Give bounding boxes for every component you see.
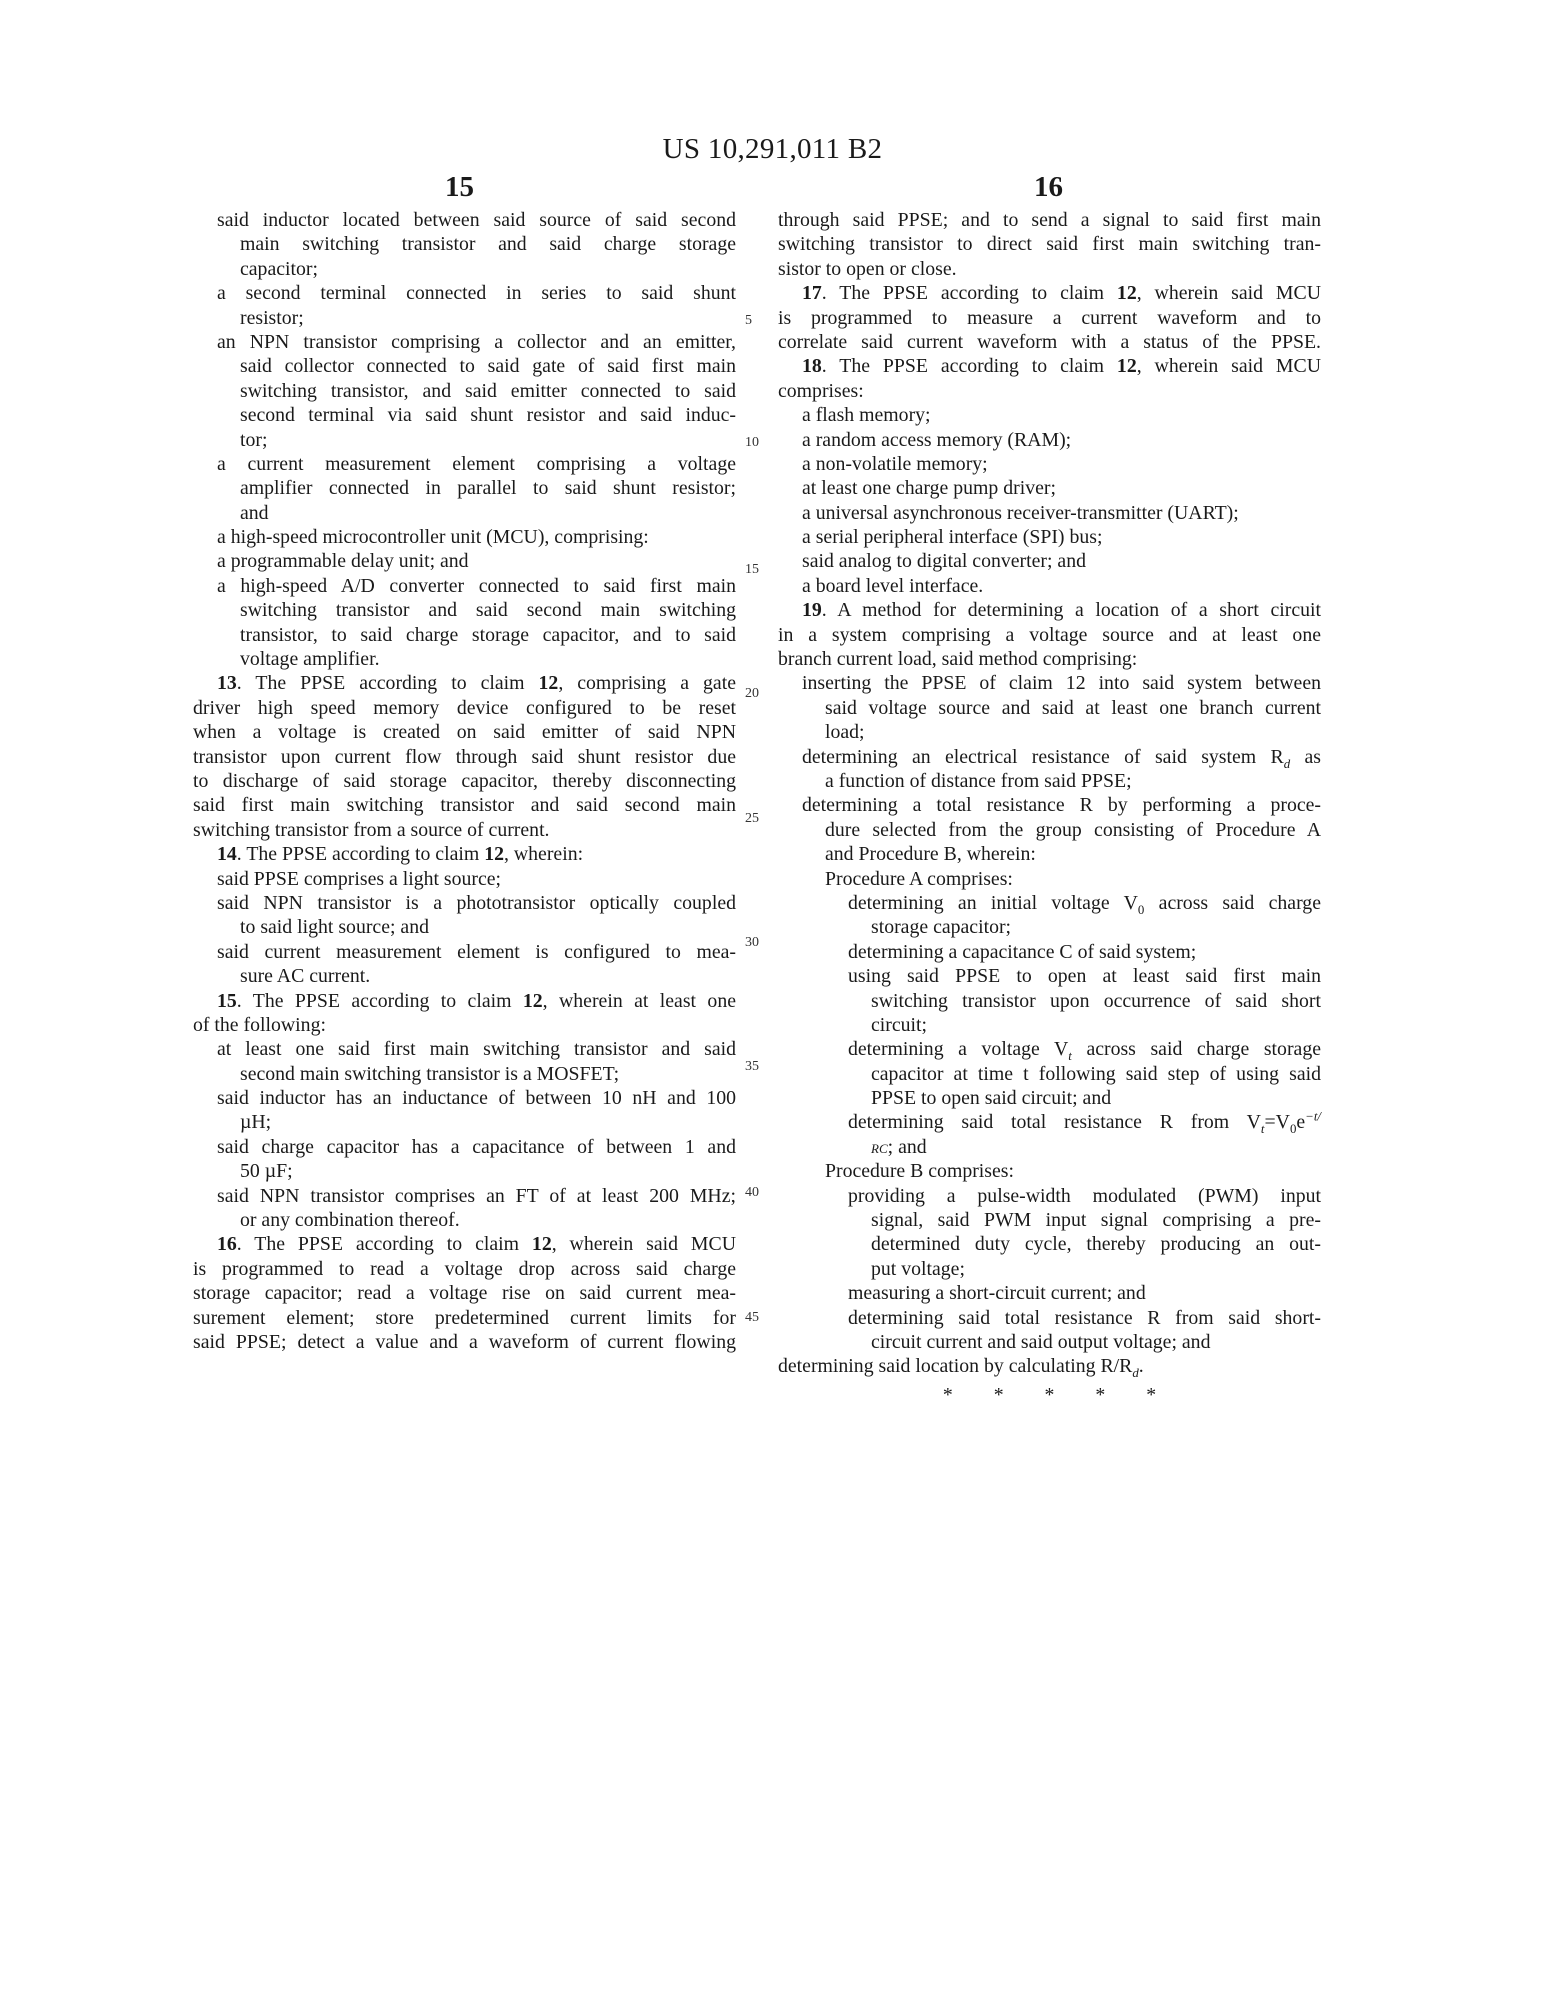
claim-reference: 12 (484, 843, 504, 866)
text-line: is programmed to read a voltage drop across said charge (193, 1257, 736, 1280)
claim-reference: 12 (538, 672, 559, 695)
claim-number: 19 (802, 599, 822, 622)
text-line: said current measurement element is configured to mea- (217, 940, 736, 963)
claim-reference: 12 (1116, 355, 1137, 378)
margin-line-number: 15 (745, 562, 759, 577)
text-span: , wherein said MCU (551, 1233, 736, 1256)
text-line: switching transistor from a source of current. (193, 818, 550, 841)
subscript: 0 (1289, 1122, 1297, 1137)
text-line: main switching transistor and said charge storage (240, 233, 736, 256)
text-span: across said charge storage (1071, 1038, 1321, 1061)
text-span: determining said total resistance R from V (848, 1111, 1261, 1134)
text-line: second main switching transistor is a MOSFET; (240, 1062, 620, 1085)
superscript: −t/ (1305, 1109, 1321, 1124)
text-line: determining said total resistance R from said short- (848, 1306, 1321, 1329)
text-line: said inductor has an inductance of between 10 nH and 100 (217, 1087, 736, 1110)
text-line: said NPN transistor is a phototransistor optically coupled (217, 891, 736, 914)
text-line (778, 891, 1321, 915)
text-line: said inductor located between said source of said second (217, 209, 736, 231)
superscript-continuation: RC (871, 1140, 888, 1156)
text-line: tor; (240, 428, 268, 451)
text-line: dure selected from the group consisting of Procedure A (825, 818, 1321, 841)
margin-line-number: 5 (745, 313, 752, 328)
text-line: a board level interface. (802, 574, 984, 597)
text-line: said PPSE; detect a value and a waveform of current flowing (193, 1330, 736, 1353)
text-line: through said PPSE; and to send a signal to said first main (778, 209, 1321, 231)
formula-line (778, 1135, 1321, 1159)
text-span: determining an initial voltage V (848, 891, 1138, 914)
text-line: amplifier connected in parallel to said shunt resistor; (240, 477, 736, 500)
text-line: of the following: (193, 1013, 326, 1036)
text-line: µH; (240, 1111, 272, 1134)
text-span: . The PPSE according to claim (236, 1233, 532, 1256)
text-span: , wherein said MCU (1136, 282, 1321, 305)
text-line: a non-volatile memory; (802, 452, 988, 475)
margin-line-number: 45 (745, 1310, 759, 1325)
text-span: determining said location by calculating R/R (778, 1355, 1133, 1378)
text-line: a serial peripheral interface (SPI) bus; (802, 526, 1103, 549)
claim-number: 16 (217, 1233, 237, 1256)
text-line: resistor; (240, 306, 304, 329)
text-line: when a voltage is created on said emitter of said NPN (193, 721, 736, 744)
claim-reference: 12 (1116, 282, 1137, 305)
claim-number: 18 (802, 355, 822, 378)
text-line: switching transistor to direct said first main switching tran- (778, 233, 1321, 256)
right-column-number: 16 (1034, 171, 1063, 203)
text-span: . A method for determining a location of a short circuit (821, 599, 1321, 622)
text-line: correlate said current waveform with a status of the PPSE. (778, 330, 1321, 353)
margin-line-number: 40 (745, 1185, 759, 1200)
text-line: surement element; store predetermined current limits for (193, 1306, 736, 1329)
claim-reference: 12 (531, 1233, 552, 1256)
margin-line-number: 35 (745, 1059, 759, 1074)
text-line: providing a pulse-width modulated (PWM) input (848, 1184, 1321, 1207)
text-line: load; (825, 721, 865, 744)
claim-number: 13 (217, 672, 237, 695)
text-span: . The PPSE according to claim (236, 843, 485, 866)
left-column-number: 15 (445, 171, 474, 203)
text-line: circuit; (871, 1013, 928, 1036)
text-span: , wherein said MCU (1136, 355, 1321, 378)
text-line: Procedure B comprises: (825, 1160, 1014, 1183)
claim-13-line (193, 671, 736, 695)
end-of-document-asterisks: * * * * * (942, 1383, 1175, 1406)
text-span: ; and (887, 1135, 927, 1158)
claim-16-line (193, 1232, 736, 1256)
text-span: as (1290, 745, 1321, 768)
text-line: driver high speed memory device configured to be reset (193, 696, 736, 719)
text-span: . The PPSE according to claim (236, 672, 539, 695)
text-line: capacitor at time t following said step of using said (871, 1062, 1321, 1085)
text-line: signal, said PWM input signal comprising a pre- (871, 1209, 1321, 1232)
text-line: in a system comprising a voltage source and at least one (778, 623, 1321, 646)
text-line: transistor upon current flow through said shunt resistor due (193, 745, 736, 768)
claim-17-line (778, 281, 1321, 305)
subscript: t (1068, 1049, 1072, 1064)
text-line: determining a total resistance R by performing a proce- (802, 794, 1321, 817)
text-span: =V (1264, 1111, 1290, 1134)
text-line: transistor, to said charge storage capacitor, and to said (240, 623, 736, 646)
subscript: d (1132, 1366, 1139, 1381)
text-line: storage capacitor; (871, 916, 1012, 939)
text-line (778, 1037, 1321, 1064)
claim-18-line (778, 354, 1321, 378)
text-line: said voltage source and said at least one branch current (825, 696, 1321, 719)
text-line: storage capacitor; read a voltage rise on said current mea- (193, 1282, 736, 1305)
text-line: second terminal via said shunt resistor and said induc- (240, 404, 736, 427)
text-line: and (240, 501, 269, 524)
text-line: a flash memory; (802, 404, 931, 427)
text-line: 50 µF; (240, 1160, 293, 1183)
text-line: inserting the PPSE of claim 12 into said system between (802, 672, 1321, 695)
formula-line (778, 1109, 1321, 1137)
text-line: a function of distance from said PPSE; (825, 769, 1132, 792)
text-line: circuit current and said output voltage; and (871, 1330, 1211, 1353)
margin-line-number: 20 (745, 686, 759, 701)
text-line: a current measurement element comprising a voltage (217, 452, 736, 475)
text-line: a high-speed microcontroller unit (MCU), comprising: (217, 526, 649, 549)
text-span: , wherein: (503, 843, 584, 866)
text-line: a programmable delay unit; and (217, 550, 469, 573)
margin-line-number: 30 (745, 935, 759, 950)
text-line: branch current load, said method comprising: (778, 648, 1138, 671)
text-line: a second terminal connected in series to said shunt (217, 282, 736, 305)
margin-line-number: 10 (745, 435, 759, 450)
text-line: said first main switching transistor and said second main (193, 794, 736, 817)
claim-number: 17 (802, 282, 822, 305)
text-line: PPSE to open said circuit; and (871, 1087, 1112, 1110)
text-span: , comprising a gate (558, 672, 736, 695)
text-span: . The PPSE according to claim (236, 989, 523, 1012)
text-span: determining a voltage V (848, 1038, 1069, 1061)
text-line: capacitor; (240, 257, 318, 280)
text-line: a random access memory (RAM); (802, 428, 1072, 451)
text-line: a universal asynchronous receiver-transmitter (UART); (802, 501, 1239, 524)
text-span: . The PPSE according to claim (821, 282, 1117, 305)
text-line: said analog to digital converter; and (802, 550, 1086, 573)
text-line: using said PPSE to open at least said first main (848, 965, 1321, 988)
right-column (778, 208, 1321, 1407)
patent-number-header: US 10,291,011 B2 (662, 133, 883, 165)
text-line: switching transistor and said second main switching (240, 599, 736, 622)
margin-line-number: 25 (745, 811, 759, 826)
text-line: or any combination thereof. (240, 1209, 460, 1232)
text-line: said NPN transistor comprises an FT of at least 200 MHz; (217, 1184, 736, 1207)
claim-number: 14 (217, 843, 237, 866)
text-span: . (1138, 1355, 1144, 1378)
text-line: is programmed to measure a current waveform and to (778, 306, 1321, 329)
claim-19-line (778, 598, 1321, 622)
text-span: across said charge (1144, 891, 1321, 914)
text-span: , wherein at least one (542, 989, 736, 1012)
text-line: Procedure A comprises: (825, 867, 1013, 890)
text-line: said PPSE comprises a light source; (217, 867, 502, 890)
text-line: determined duty cycle, thereby producing an out- (871, 1233, 1321, 1256)
claim-reference: 12 (522, 989, 543, 1012)
text-line (778, 745, 1321, 769)
text-line: to discharge of said storage capacitor, thereby disconnecting (193, 769, 736, 792)
text-line: switching transistor upon occurrence of said short (871, 989, 1321, 1012)
text-line: said charge capacitor has a capacitance of between 1 and (217, 1135, 736, 1158)
subscript: t (1260, 1122, 1265, 1137)
text-span: determining an electrical resistance of said system R (802, 745, 1284, 768)
text-line: comprises: (778, 379, 864, 402)
text-line: to said light source; and (240, 916, 429, 939)
text-line: sure AC current. (240, 965, 371, 988)
text-span: e (1296, 1111, 1306, 1134)
subscript: 0 (1137, 902, 1145, 917)
claim-14-line (193, 842, 736, 866)
claim-15-line (193, 989, 736, 1013)
text-line (778, 1354, 1321, 1381)
left-column (193, 208, 736, 1354)
text-line: at least one said first main switching transistor and said (217, 1038, 736, 1061)
text-line: sistor to open or close. (778, 257, 957, 280)
text-line: voltage amplifier. (240, 648, 380, 671)
text-line: at least one charge pump driver; (802, 477, 1056, 500)
subscript: d (1283, 756, 1291, 771)
text-line: measuring a short-circuit current; and (848, 1282, 1146, 1305)
text-line: determining a capacitance C of said system; (848, 940, 1197, 963)
text-line: an NPN transistor comprising a collector and an emitter, (217, 330, 736, 353)
text-line: a high-speed A/D converter connected to said first main (217, 574, 736, 597)
text-line: switching transistor, and said emitter connected to said (240, 379, 736, 402)
text-line: said collector connected to said gate of said first main (240, 355, 736, 378)
claim-number: 15 (217, 989, 237, 1012)
text-span: . The PPSE according to claim (821, 355, 1117, 378)
text-line: put voltage; (871, 1257, 965, 1280)
text-line: and Procedure B, wherein: (825, 843, 1036, 866)
